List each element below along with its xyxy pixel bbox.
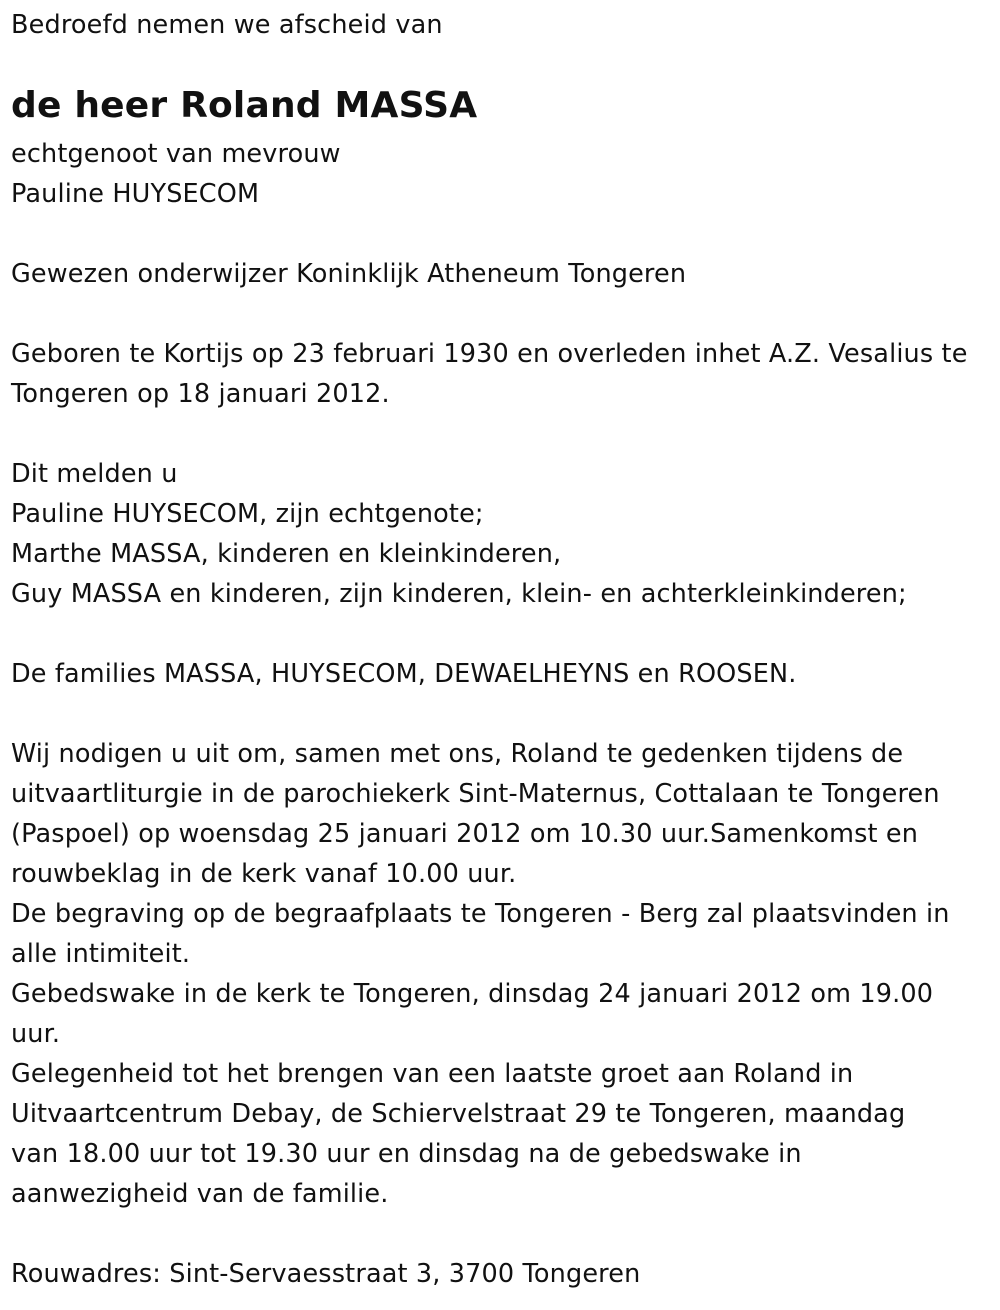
announcer-line: Marthe MASSA, kinderen en kleinkinderen, xyxy=(11,539,562,569)
invitation-line: Uitvaartcentrum Debay, de Schiervelstraat 29 te Tongeren, maandag xyxy=(11,1099,906,1129)
profession-text: Gewezen onderwijzer Koninklijk Atheneum Tongeren xyxy=(11,259,687,289)
spouse-name: Pauline HUYSECOM xyxy=(11,179,260,209)
invitation-line: (Paspoel) op woensdag 25 januari 2012 om 10.30 uur.Samenkomst en xyxy=(11,819,919,849)
mourning-address: Rouwadres: Sint-Servaesstraat 3, 3700 Tongeren xyxy=(11,1259,641,1289)
invitation-line: Wij nodigen u uit om, samen met ons, Roland te gedenken tijdens de xyxy=(11,739,904,769)
announcer-line: Pauline HUYSECOM, zijn echtgenote; xyxy=(11,499,484,529)
spouse-line: echtgenoot van mevrouw xyxy=(11,139,341,169)
invitation-line: De begraving op de begraafplaats te Tongeren - Berg zal plaatsvinden in xyxy=(11,899,950,929)
announcer-line: Dit melden u xyxy=(11,459,178,489)
invitation-line: aanwezigheid van de familie. xyxy=(11,1179,389,1209)
invitation-line: uur. xyxy=(11,1019,61,1049)
birth-death-line: Geboren te Kortijs op 23 februari 1930 en overleden inhet A.Z. Vesalius te xyxy=(11,339,968,369)
families-text: De families MASSA, HUYSECOM, DEWAELHEYNS en ROOSEN. xyxy=(11,659,797,689)
invitation-line: van 18.00 uur tot 19.30 uur en dinsdag na de gebedswake in xyxy=(11,1139,802,1169)
deceased-name: de heer Roland MASSA xyxy=(11,85,478,126)
birth-death-line: Tongeren op 18 januari 2012. xyxy=(11,379,390,409)
invitation-line: alle intimiteit. xyxy=(11,939,191,969)
invitation-line: Gebedswake in de kerk te Tongeren, dinsdag 24 januari 2012 om 19.00 xyxy=(11,979,934,1009)
invitation-line: uitvaartliturgie in de parochiekerk Sint-Maternus, Cottalaan te Tongeren xyxy=(11,779,940,809)
announcer-line: Guy MASSA en kinderen, zijn kinderen, klein- en achterkleinkinderen; xyxy=(11,579,907,609)
intro-text: Bedroefd nemen we afscheid van xyxy=(11,10,443,40)
invitation-line: rouwbeklag in de kerk vanaf 10.00 uur. xyxy=(11,859,517,889)
invitation-line: Gelegenheid tot het brengen van een laatste groet aan Roland in xyxy=(11,1059,854,1089)
